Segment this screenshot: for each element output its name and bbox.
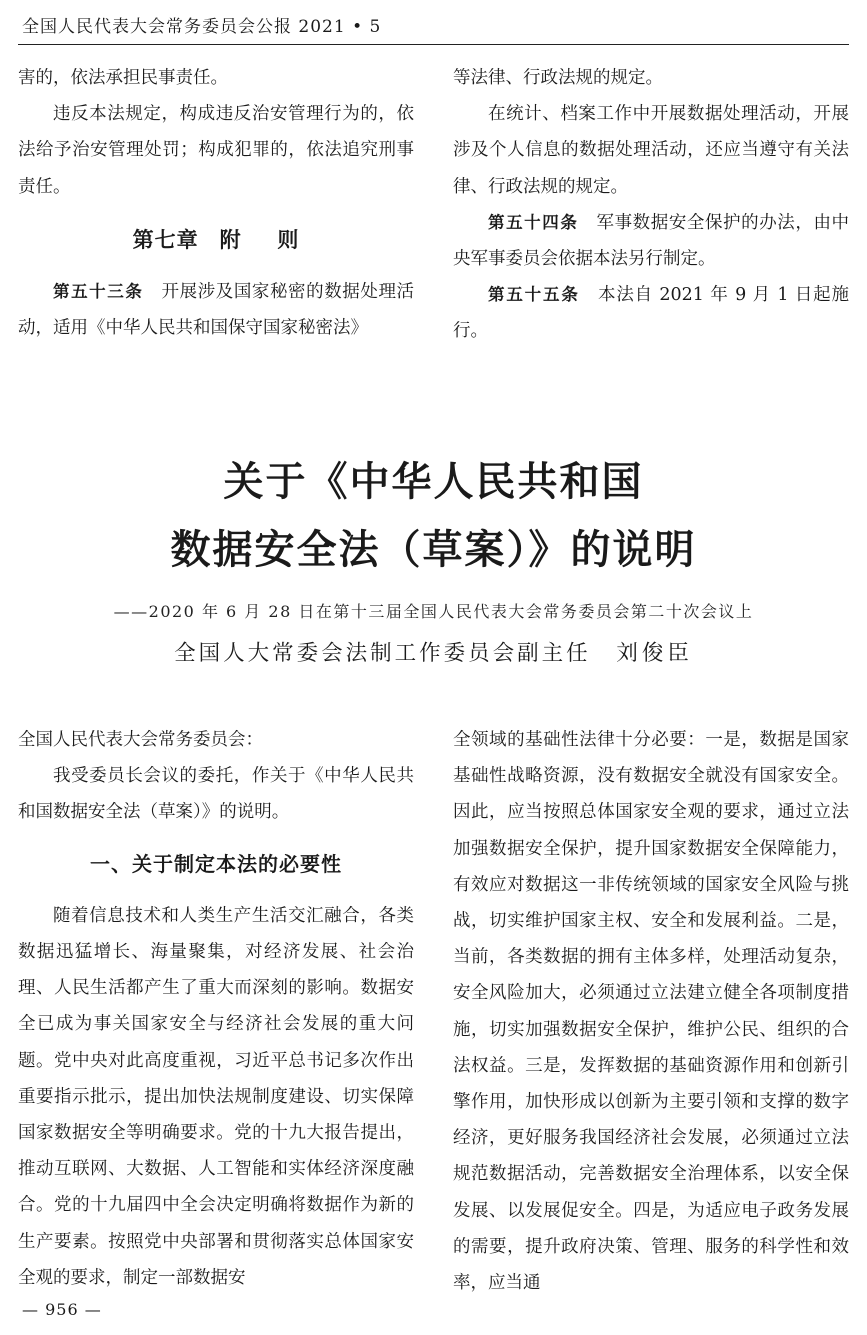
article-text: 军事数据安全保护的办法，由中央军事委员会依据本法另行制定。 [453, 212, 850, 270]
paragraph: 等法律、行政法规的规定。 [453, 68, 663, 88]
document-title-line1: 关于《中华人民共和国 [223, 459, 644, 505]
paragraph: 害的，依法承担民事责任。 [18, 68, 228, 88]
body-right-column [453, 722, 849, 1301]
paragraph: 全领域的基础性法律十分必要：一是，数据是国家基础性战略资源，没有数据安全就没有国家安全。因此，应当按照总体国家安全观的要求，通过立法加强数据安全保护，提升国家数据安全保障能力，有效应对数据这一非传统领域的国家安全风险与挑战，切实维护国家主权、安全和发展利益。二是，当前，各类数据的拥有主体多样，处理活动复杂，安全风险加大，必须通过立法建立健全各项制度措施，切实加强数据安全保护，维护公民、组织的合法权益。三是，发挥数据的基础资源作用和创新引擎作用，加快形成以创新为主要引领和支撑的数字经济，更好服务我国经济社会发展，必须通过立法规范数据活动，完善数据安全治理体系，以安全保发展、以发展促安全。四是，为适应电子政务发展的需要，提升政府决策、管理、服务的科学性和效率，应当通 [453, 730, 849, 1294]
top-left-column [18, 60, 414, 346]
page-number: — 956 — [22, 1300, 102, 1319]
article-label: 第五十三条 [53, 282, 144, 302]
chapter-title-part: 附 [219, 227, 242, 252]
journal-header: 全国人民代表大会常务委员会公报 2021 • 5 [22, 17, 382, 37]
article-53 [18, 274, 414, 346]
article-55 [453, 277, 849, 349]
document-subtitle: ——2020 年 6 月 28 日在第十三届全国人民代表大会常务委员会第二十次会议上 [113, 602, 754, 621]
header-rule [18, 44, 849, 45]
intro-paragraph: 我受委员长会议的委托，作关于《中华人民共和国数据安全法（草案）》的说明。 [18, 766, 414, 823]
author-line [0, 636, 867, 667]
body-left-column [18, 722, 414, 1296]
paragraph: 违反本法规定，构成违反治安管理行为的，依法给予治安管理处罚；构成犯罪的，依法追究刑事责任。 [18, 104, 414, 197]
author-name: 刘俊臣 [616, 641, 693, 666]
paragraph: 在统计、档案工作中开展数据处理活动，开展涉及个人信息的数据处理活动，还应当遵守有关法律、行政法规的规定。 [453, 104, 849, 197]
document-title-line2: 数据安全法（草案）》的说明 [170, 527, 697, 573]
chapter-title-part: 则 [277, 227, 300, 252]
chapter-heading [18, 222, 414, 258]
salutation: 全国人民代表大会常务委员会： [18, 730, 263, 750]
chapter-number: 第七章 [132, 227, 199, 252]
section-heading: 一、关于制定本法的必要性 [90, 851, 342, 876]
article-text: 开展涉及国家秘密的数据处理活动，适用《中华人民共和国保守国家秘密法》 [18, 282, 415, 339]
paragraph: 随着信息技术和人类生产生活交汇融合，各类数据迅猛增长、海量聚集，对经济发展、社会治理、人民生活都产生了重大而深刻的影响。数据安全已成为事关国家安全与经济社会发展的重大问题。党中央对此高度重视，习近平总书记多次作出重要指示批示，提出加快法规制度建设、切实保障国家数据安全等明确要求。党的十九大报告提出，推动互联网、大数据、人工智能和实体经济深度融合。党的十九届四中全会决定明确将数据作为新的生产要素。按照党中央部署和贯彻落实总体国家安全观的要求，制定一部数据安 [18, 905, 414, 1288]
author-role: 全国人大常委会法制工作委员会副主任 [174, 641, 591, 666]
article-label: 第五十五条 [488, 285, 580, 305]
article-text: 本法自 2021 年 9 月 1 日起施行。 [453, 285, 850, 342]
article-label: 第五十四条 [488, 212, 579, 232]
top-right-column [453, 60, 849, 350]
article-54 [453, 205, 849, 277]
